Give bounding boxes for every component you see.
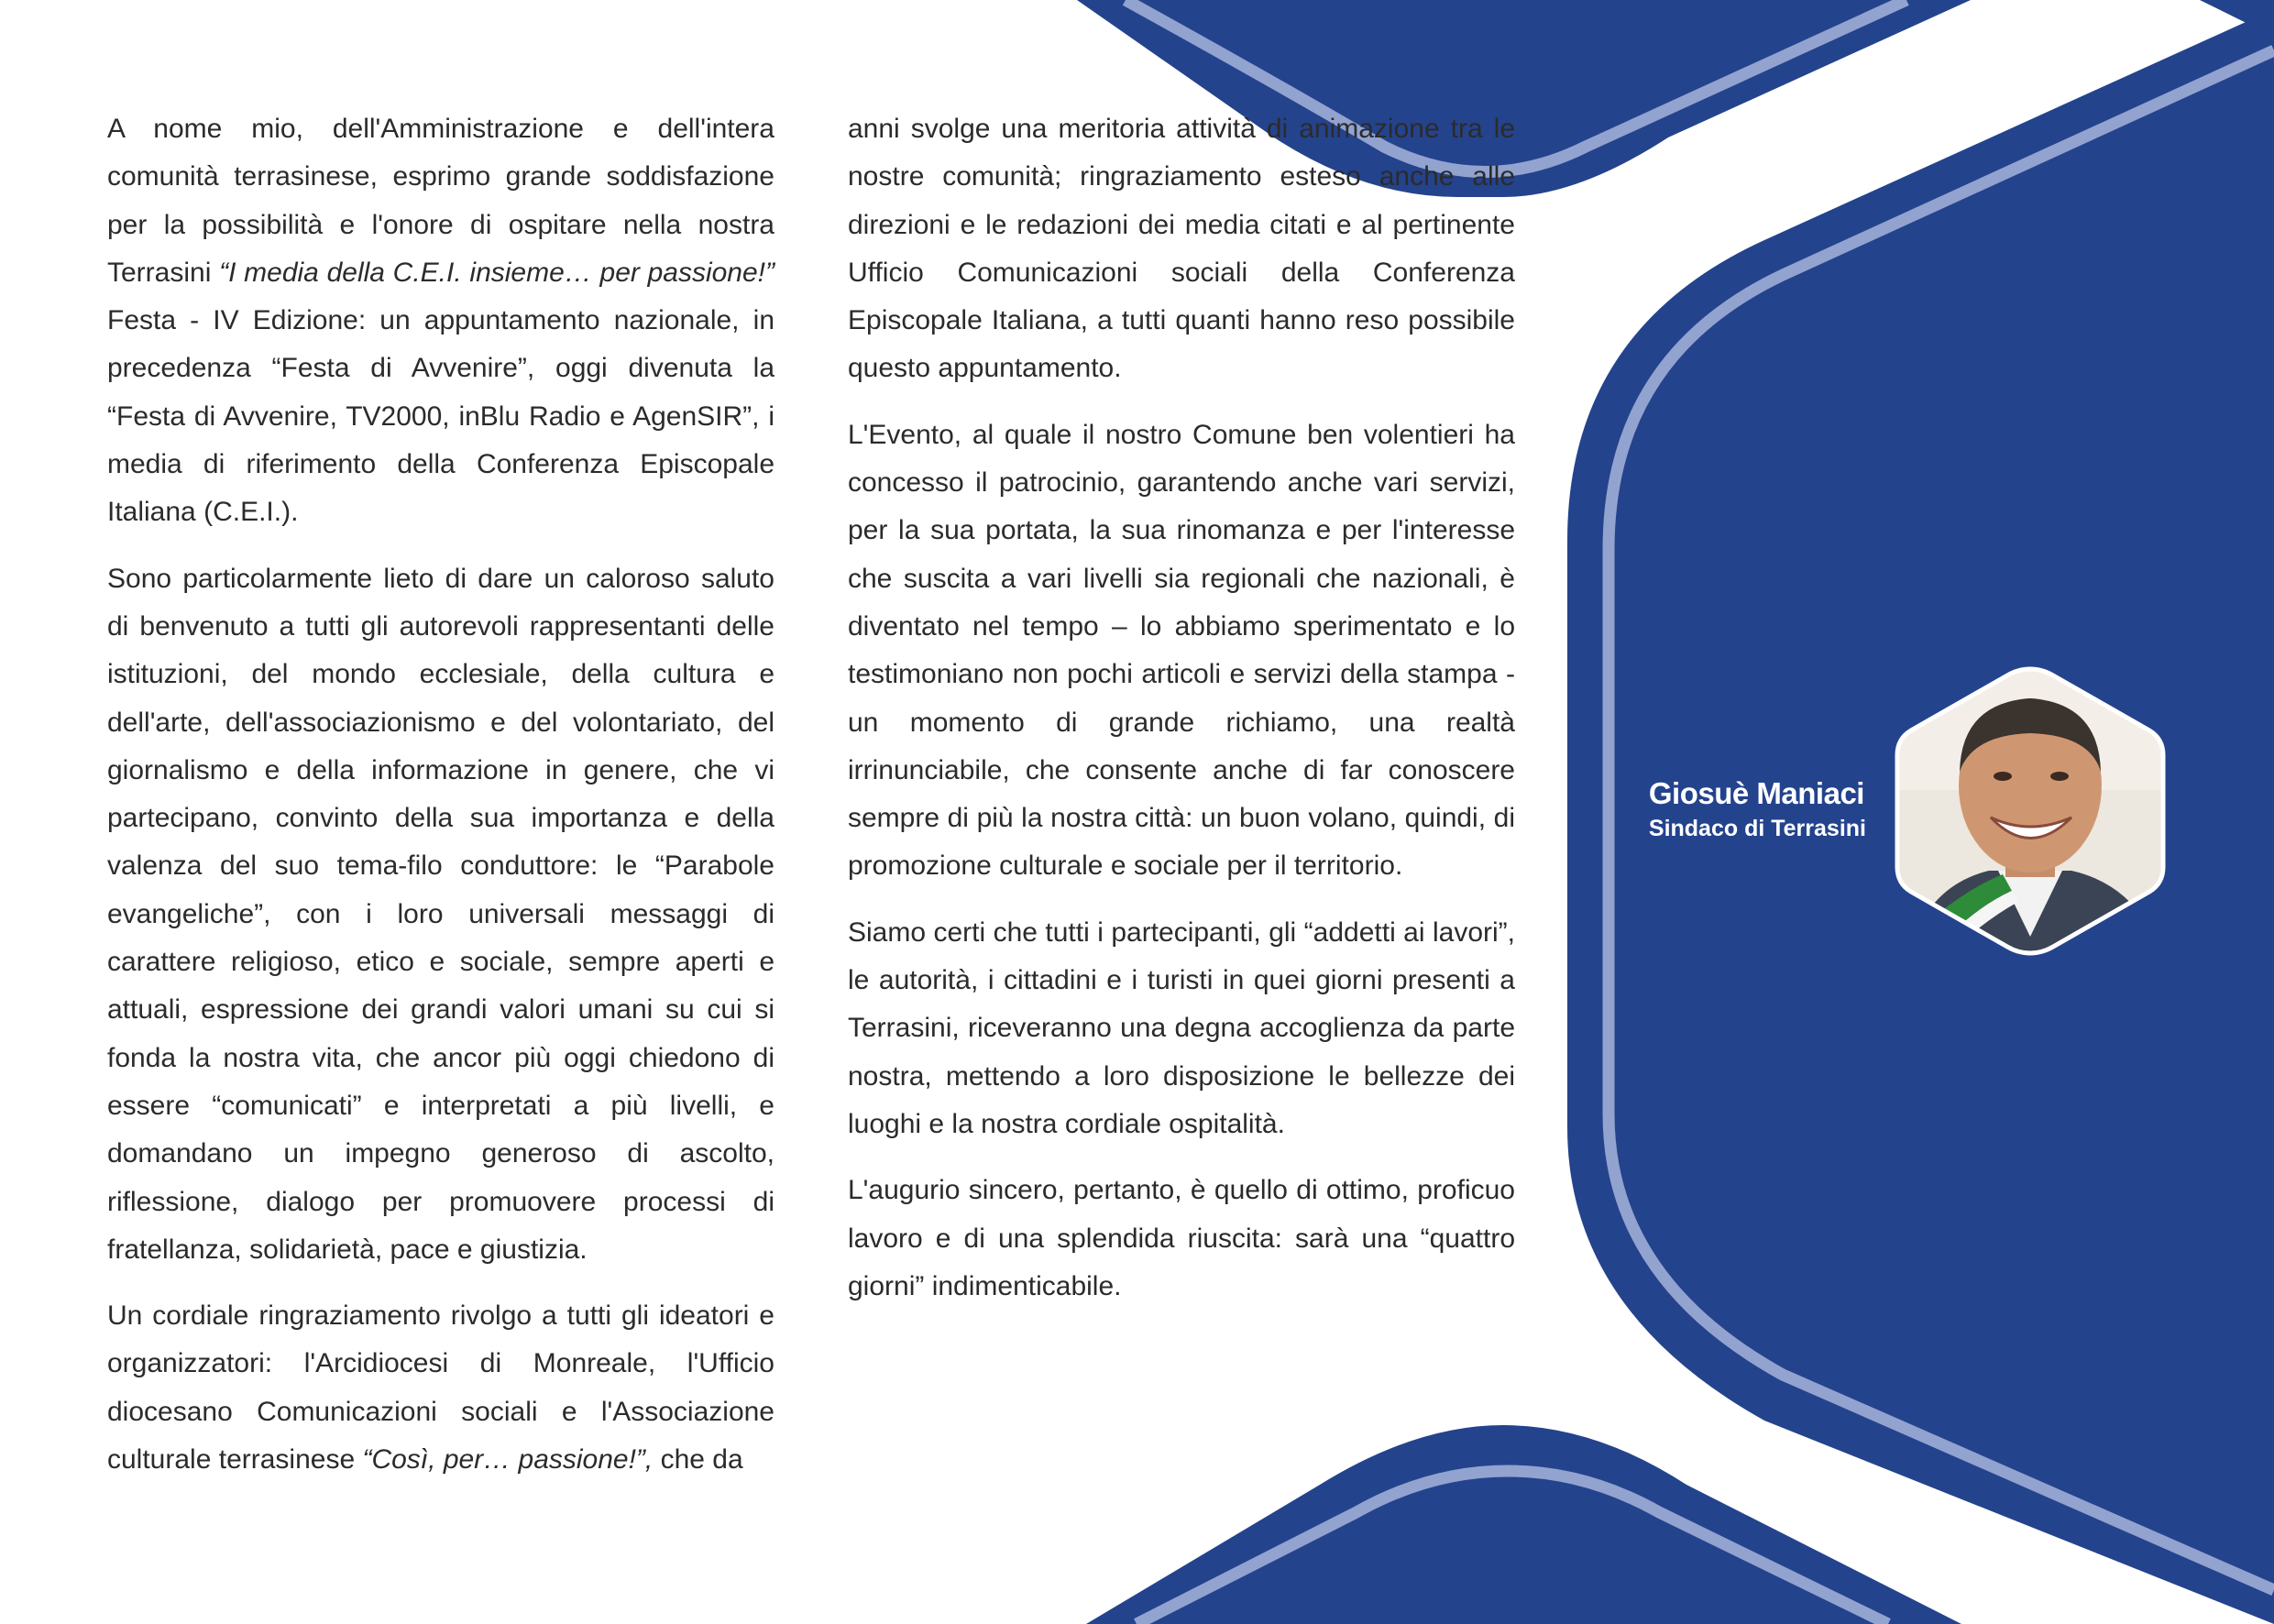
signature-role: Sindaco di Terrasini	[1648, 816, 1866, 841]
paragraph-intro: A nome mio, dell'Amministrazione e dell'intera comunità terrasinese, esprimo grande soddisfazione per la possibilità e l'onore di ospitare nella nostra Terrasini “I media della C.E.I. insieme… per passione!” Festa - IV Edizione: un appuntamento nazionale, in precedenza “Festa di Avvenire”, oggi divenuta la “Festa di Avvenire, TV2000, inBlu Radio e AgenSIR”, i media di riferimento della Conferenza Episcopale Italiana (C.E.I.).	[107, 114, 774, 528]
paragraph-event: L'Evento, al quale il nostro Comune ben volentieri ha concesso il patrocinio, garantendo anche vari servizi, per la sua portata, la sua rinomanza e per l'interesse che suscita a vari livelli sia regionali che nazionali, è diventato nel tempo – lo abbiamo sperimentato e lo testimoniano non pochi articoli e servizi della stampa - un momento di grande richiamo, una realtà irrinunciabile, che consente anche di far conoscere sempre di più la nostra città: un buon volano, quindi, di promozione culturale e sociale per il territorio.	[848, 419, 1515, 882]
paragraph-welcome: Sono particolarmente lieto di dare un caloroso saluto di benvenuto a tutti gli autorevoli rappresentanti delle istituzioni, del mondo ecclesiale, della cultura e dell'arte, dell'associazionismo e del volontariato, del giornalismo e della informazione in genere, che vi partecipano, convinto della sua importanza e della valenza del suo tema-filo conduttore: le “Parabole evangeliche”, con i loro universali messaggi di carattere religioso, etico e sociale, sempre aperti e attuali, espressione dei grandi valori umani su cui si fonda la nostra vita, che ancor più oggi chiedono di essere “comunicati” e interpretati a più livelli, e domandano un impegno generoso di ascolto, riflessione, dialogo per promuovere processi di fratellanza, solidarietà, pace e giustizia.	[107, 563, 774, 1265]
signature-name: Giosuè Maniaci	[1648, 776, 1864, 810]
paragraph-hospitality: Siamo certi che tutti i partecipanti, gli “addetti ai lavori”, le autorità, i cittadini e i turisti in quei giorni presenti a Terrasini, riceveranno una degna accoglienza da parte nostra, mettendo a loro disposizione le bellezze dei luoghi e la nostra cordiale ospitalità.	[848, 916, 1515, 1139]
letter-left-column	[107, 105, 774, 1502]
paragraph-continuation: anni svolge una meritoria attività di animazione tra le nostre comunità; ringraziamento esteso anche alle direzioni e le redazioni dei media citati e al pertinente Ufficio Comunicazioni sociali della Conferenza Episcopale Italiana, a tutti quanti hanno reso possibile questo appuntamento.	[848, 114, 1515, 384]
paragraph-wishes: L'augurio sincero, pertanto, è quello di ottimo, proficuo lavoro e di una splendida riuscita: sarà una “quattro giorni” indimenticabile.	[848, 1175, 1515, 1301]
paragraph-thanks: Un cordiale ringraziamento rivolgo a tutti gli ideatori e organizzatori: l'Arcidiocesi di Monreale, l'Ufficio diocesano Comunicazioni sociali e l'Associazione culturale terrasinese “Così, per… passione!”, che da	[107, 1300, 774, 1476]
mayor-portrait-avatar	[1888, 662, 2172, 960]
letter-right-column	[848, 105, 1515, 1329]
signature-block	[1649, 774, 1866, 844]
